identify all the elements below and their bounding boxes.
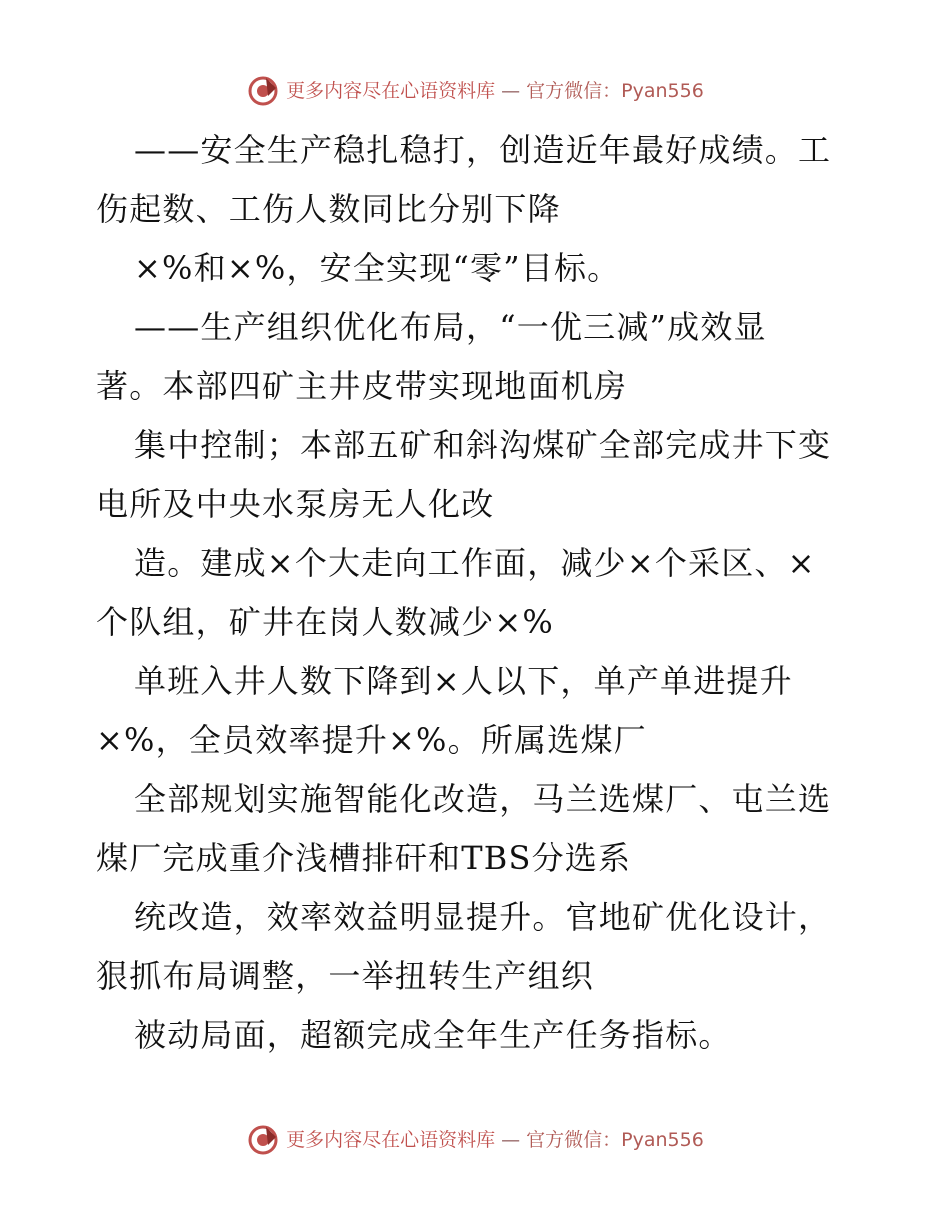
watermark-wechat-text: 官方微信：Pyan556 bbox=[526, 80, 704, 102]
text-line: ——安全生产稳扎稳打，创造近年最好成绩。工 bbox=[134, 131, 832, 169]
watermark-dash: — bbox=[501, 1129, 521, 1151]
text-line: 狠抓布局调整，一举扭转生产组织 bbox=[96, 957, 595, 995]
text-line: ——生产组织优化布局，“一优三减”成效显 bbox=[134, 308, 767, 346]
text-line: 造。建成×个大走向工作面，减少×个采区、× bbox=[134, 544, 816, 582]
text-line: 著。本部四矿主井皮带实现地面机房 bbox=[96, 367, 628, 405]
watermark-wechat-text: 官方微信：Pyan556 bbox=[526, 1129, 704, 1151]
watermark-dash: — bbox=[501, 80, 521, 102]
watermark-main-text: 更多内容尽在心语资料库 bbox=[286, 1129, 496, 1151]
header-watermark bbox=[0, 71, 950, 111]
logo-icon bbox=[246, 74, 280, 108]
text-line: 伤起数、工伤人数同比分别下降 bbox=[96, 190, 561, 228]
text-line: 全部规划实施智能化改造，马兰选煤厂、屯兰选 bbox=[134, 780, 832, 818]
text-line: 单班入井人数下降到×人以下，单产单进提升 bbox=[134, 662, 793, 700]
document-body bbox=[96, 121, 856, 1065]
text-line: 统改造，效率效益明显提升。官地矿优化设计， bbox=[134, 898, 832, 936]
logo-icon bbox=[246, 1123, 280, 1157]
footer-watermark bbox=[0, 1120, 950, 1160]
text-line: 电所及中央水泵房无人化改 bbox=[96, 485, 495, 523]
text-line: 煤厂完成重介浅槽排矸和TBS分选系 bbox=[96, 839, 632, 877]
text-line: ×%，全员效率提升×%。所属选煤厂 bbox=[96, 721, 647, 759]
text-line: ×%和×%，安全实现“零”目标。 bbox=[134, 249, 621, 287]
text-line: 被动局面，超额完成全年生产任务指标。 bbox=[134, 1016, 732, 1054]
watermark-main-text: 更多内容尽在心语资料库 bbox=[286, 80, 496, 102]
text-line: 个队组，矿井在岗人数减少×% bbox=[96, 603, 555, 641]
text-line: 集中控制；本部五矿和斜沟煤矿全部完成井下变 bbox=[134, 426, 832, 464]
